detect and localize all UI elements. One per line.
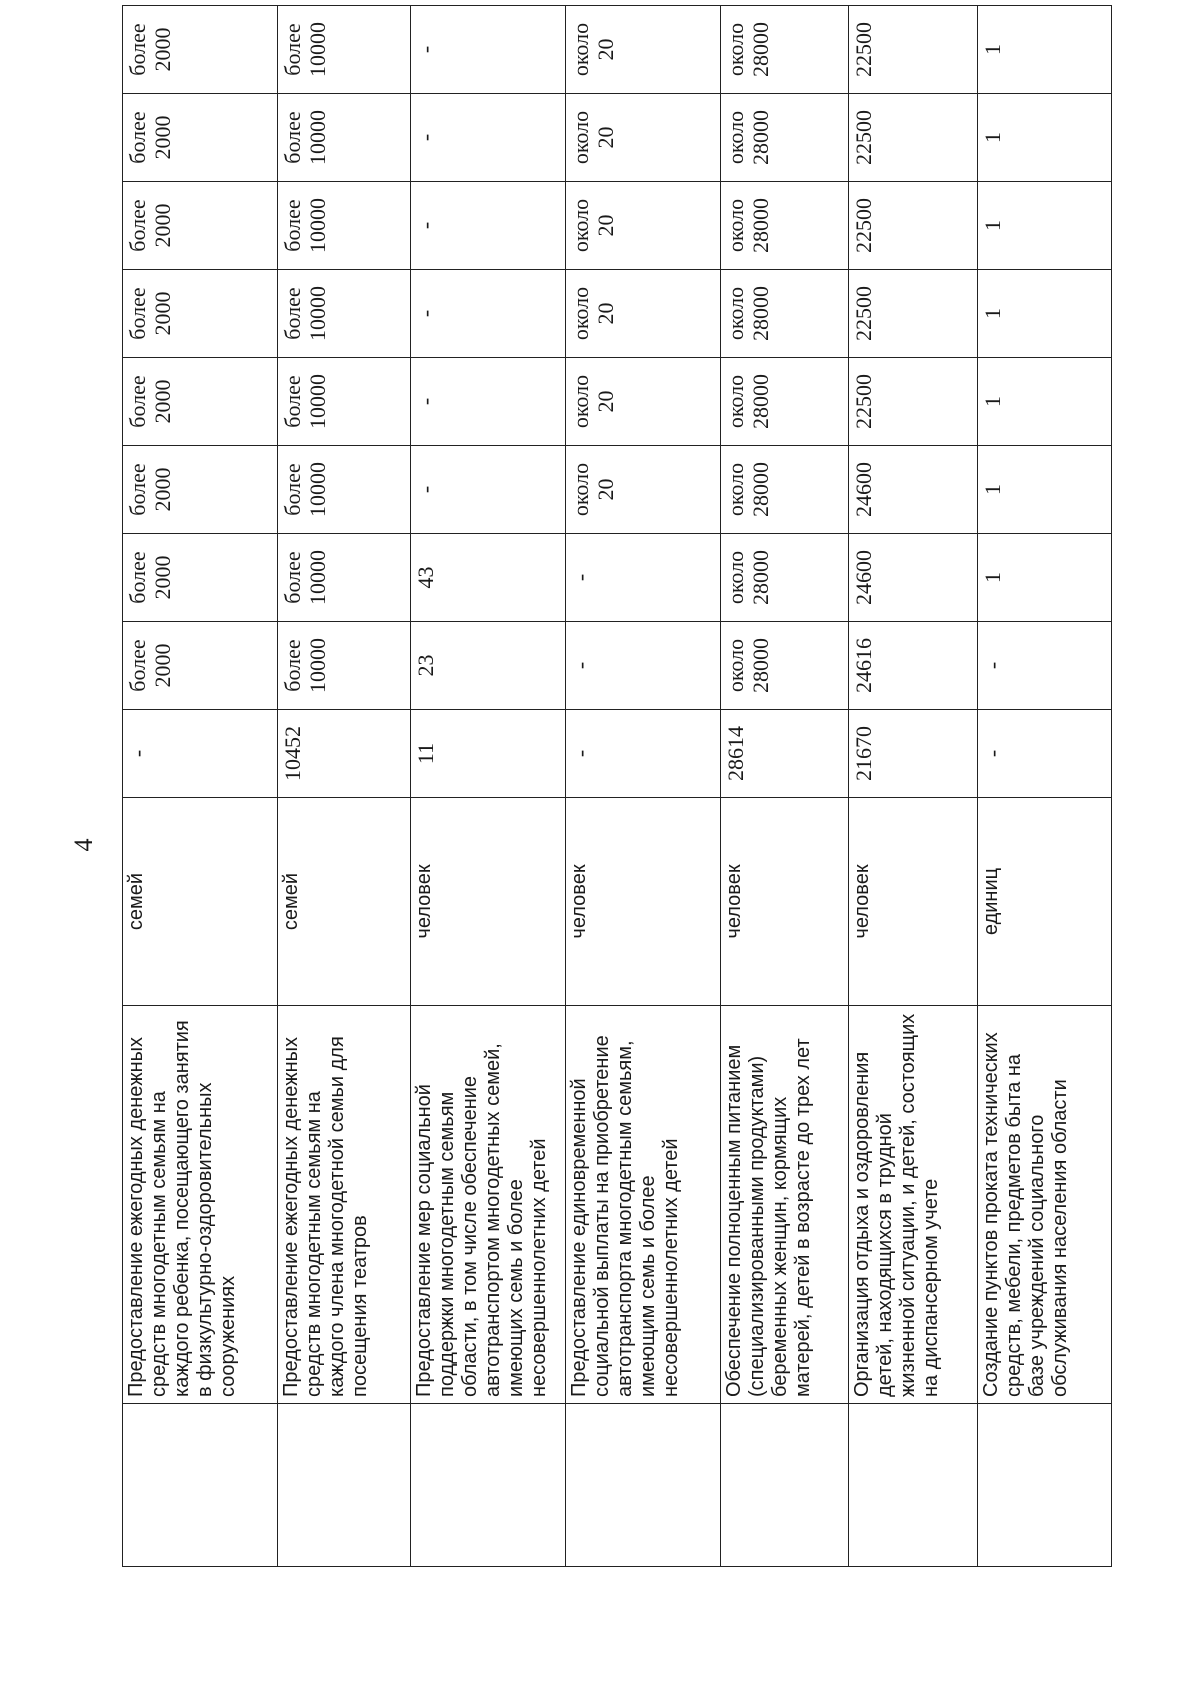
value-text: около 20 [567, 462, 619, 517]
value-cell [123, 94, 278, 182]
value-text: 21670 [851, 726, 877, 781]
value-text: около 20 [567, 22, 619, 77]
row-number-cell [277, 1404, 411, 1567]
row-number-cell [411, 1404, 566, 1567]
value-cell [720, 182, 849, 270]
value-cell [565, 182, 720, 270]
row-number-cell [123, 1404, 278, 1567]
value-cell [123, 446, 278, 534]
value-cell [411, 534, 566, 622]
row-number-cell [565, 1404, 720, 1567]
value-cell [849, 270, 978, 358]
value-cell [565, 6, 720, 94]
value-text: около 28000 [722, 550, 773, 605]
table-row [978, 6, 1112, 1567]
value-text: 24600 [851, 550, 877, 605]
value-text: 23 [413, 654, 439, 677]
value-text: более 10000 [279, 550, 330, 605]
value-text: 1 [980, 396, 1006, 407]
value-text: около 28000 [722, 462, 773, 517]
value-cell [411, 446, 566, 534]
value-cell [411, 622, 566, 710]
value-text: около 28000 [722, 22, 773, 77]
value-text: - [567, 749, 593, 758]
unit-cell: человек [565, 798, 720, 1006]
unit-cell: человек [720, 798, 849, 1006]
indicator-name-cell: Предоставление единовременной социальной выплаты на приобретение автотранспорта многодетным семьям, имеющим семь и более несовершеннолетних детей [565, 1006, 720, 1404]
indicator-name-cell: Создание пунктов проката технических средств, мебели, предметов быта на базе учреждений социального обслуживания населения области [978, 1006, 1112, 1404]
value-text: более 2000 [125, 111, 176, 164]
value-text: 1 [980, 44, 1006, 55]
value-cell [978, 622, 1112, 710]
value-text: - [413, 309, 439, 318]
value-cell [978, 6, 1112, 94]
value-cell [277, 622, 411, 710]
page-number: 4 [69, 838, 98, 852]
value-text: более 10000 [279, 110, 330, 165]
row-number-cell [978, 1404, 1112, 1567]
value-text: более 10000 [279, 374, 330, 429]
table-body [123, 6, 1112, 1567]
value-text: - [413, 45, 439, 54]
value-text: более 10000 [279, 22, 330, 77]
value-cell [123, 6, 278, 94]
value-cell [849, 622, 978, 710]
value-text: - [980, 661, 1006, 670]
value-text: 1 [980, 132, 1006, 143]
value-cell [411, 94, 566, 182]
value-text: 22500 [851, 374, 877, 429]
value-text: - [413, 397, 439, 406]
value-cell [277, 6, 411, 94]
value-text: - [125, 749, 150, 758]
value-cell [565, 270, 720, 358]
value-text: более 2000 [125, 23, 176, 76]
value-cell [849, 6, 978, 94]
value-cell [123, 710, 278, 798]
indicator-name-cell: Предоставление мер социальной поддержки многодетным семьям области, в том числе обеспечение автотранспортом многодетных семей, имеющих семь и более несовершеннолетних детей [411, 1006, 566, 1404]
indicator-name-cell: Обеспечение полноценным питанием (специализированными продуктами) беременных женщин, кормящих матерей, детей в возрасте до трех лет [720, 1006, 849, 1404]
value-text: около 20 [567, 198, 619, 253]
value-text: около 20 [567, 374, 619, 429]
unit-cell: семей [123, 798, 278, 1006]
value-cell [720, 446, 849, 534]
table-row [849, 6, 978, 1567]
value-text: около 28000 [722, 286, 773, 341]
value-cell [720, 94, 849, 182]
value-cell [277, 270, 411, 358]
value-cell [849, 182, 978, 270]
value-text: более 2000 [125, 287, 176, 340]
value-text: 28614 [722, 726, 748, 781]
value-text: более 10000 [279, 198, 330, 253]
value-cell [277, 182, 411, 270]
table-row [720, 6, 849, 1567]
table-row [123, 6, 278, 1567]
unit-cell: семей [277, 798, 411, 1006]
value-text: 1 [980, 220, 1006, 231]
value-text: 22500 [851, 110, 877, 165]
value-cell [565, 534, 720, 622]
row-number-cell [849, 1404, 978, 1567]
value-cell [277, 534, 411, 622]
value-cell [411, 6, 566, 94]
table-row [565, 6, 720, 1567]
value-cell [978, 534, 1112, 622]
value-text: около 28000 [722, 198, 773, 253]
rotated-table-wrapper [122, 22, 1112, 1567]
value-cell [978, 358, 1112, 446]
value-cell [277, 358, 411, 446]
value-cell [978, 446, 1112, 534]
value-cell [123, 622, 278, 710]
value-cell [565, 358, 720, 446]
table-row [277, 6, 411, 1567]
value-text: более 10000 [279, 638, 330, 693]
value-text: 1 [980, 484, 1006, 495]
value-cell [720, 6, 849, 94]
value-cell [849, 534, 978, 622]
value-text: более 2000 [125, 375, 176, 428]
value-text: около 20 [567, 110, 619, 165]
value-cell [720, 270, 849, 358]
value-cell [849, 94, 978, 182]
value-cell [277, 94, 411, 182]
value-text: 43 [413, 566, 439, 589]
value-text: 11 [413, 742, 439, 765]
indicator-name-cell: Предоставление ежегодных денежных средств многодетным семьям на каждого ребенка, посещающего занятия в физкультурно-оздоровительных сооружениях [123, 1006, 278, 1404]
value-cell [411, 270, 566, 358]
value-text: более 10000 [279, 462, 330, 517]
value-text: 1 [980, 572, 1006, 583]
value-cell [978, 710, 1112, 798]
value-cell [565, 446, 720, 534]
value-text: 24616 [851, 638, 877, 693]
unit-cell: человек [411, 798, 566, 1006]
row-number-cell [720, 1404, 849, 1567]
value-text: более 2000 [125, 551, 176, 604]
value-text: 1 [980, 308, 1006, 319]
indicators-table [122, 5, 1112, 1567]
value-text: - [413, 485, 439, 494]
value-text: около 28000 [722, 374, 773, 429]
unit-cell: человек [849, 798, 978, 1006]
value-cell [720, 622, 849, 710]
value-text: - [413, 221, 439, 230]
value-text: 22500 [851, 198, 877, 253]
value-cell [978, 182, 1112, 270]
value-cell [123, 534, 278, 622]
value-cell [849, 358, 978, 446]
value-text: - [567, 661, 593, 670]
value-cell [277, 710, 411, 798]
value-cell [978, 270, 1112, 358]
value-text: 22500 [851, 286, 877, 341]
value-text: около 20 [567, 286, 619, 341]
value-text: - [980, 749, 1006, 758]
value-text: более 2000 [125, 463, 176, 516]
indicator-name-cell: Предоставление ежегодных денежных средств многодетным семьям на каждого члена многодетной семьи для посещения театров [277, 1006, 411, 1404]
value-cell [565, 710, 720, 798]
value-cell [411, 710, 566, 798]
value-text: 22500 [851, 22, 877, 77]
value-cell [849, 446, 978, 534]
value-cell [277, 446, 411, 534]
table-row [411, 6, 566, 1567]
value-text: более 10000 [279, 286, 330, 341]
value-cell [849, 710, 978, 798]
value-cell [720, 710, 849, 798]
value-cell [411, 358, 566, 446]
value-cell [565, 94, 720, 182]
indicator-name-cell: Организация отдыха и оздоровления детей, находящихся в трудной жизненной ситуации, и детей, состоящих на диспансерном учете [849, 1006, 978, 1404]
value-cell [411, 182, 566, 270]
value-cell [720, 358, 849, 446]
value-cell [565, 622, 720, 710]
value-text: около 28000 [722, 110, 773, 165]
value-cell [123, 270, 278, 358]
value-cell [978, 94, 1112, 182]
value-text: - [567, 573, 593, 582]
value-text: 10452 [279, 726, 305, 781]
value-text: более 2000 [125, 199, 176, 252]
value-text: - [413, 133, 439, 142]
unit-cell: единиц [978, 798, 1112, 1006]
value-cell [123, 358, 278, 446]
value-text: 24600 [851, 462, 877, 517]
value-cell [720, 534, 849, 622]
value-text: около 28000 [722, 638, 773, 693]
value-text: более 2000 [125, 639, 176, 692]
value-cell [123, 182, 278, 270]
